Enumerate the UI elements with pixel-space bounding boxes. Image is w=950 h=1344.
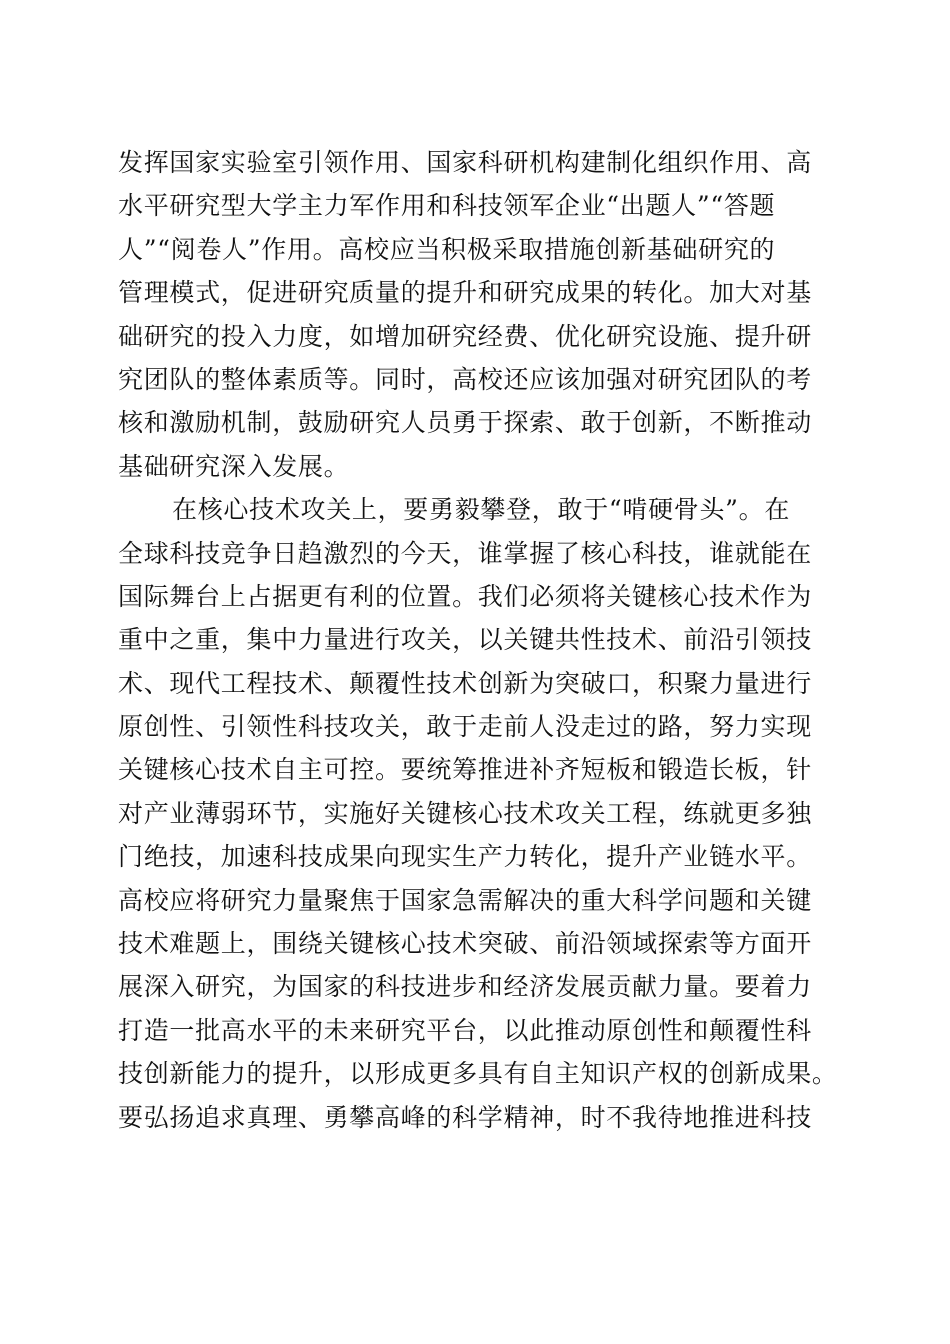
- text-line: 门绝技，加速科技成果向现实生产力转化，提升产业链水平。: [118, 842, 812, 872]
- text-line: 国际舞台上占据更有利的位置。我们必须将关键核心技术作为: [118, 581, 812, 611]
- text-line: 展深入研究，为国家的科技进步和经济发展贡献力量。要着力: [118, 972, 812, 1002]
- text-line: 要弘扬追求真理、勇攀高峰的科学精神，时不我待地推进科技: [118, 1102, 812, 1132]
- text-line: 高校应将研究力量聚焦于国家急需解决的重大科学问题和关键: [118, 885, 812, 915]
- body-text: [118, 141, 838, 1139]
- text-line: 核和激励机制，鼓励研究人员勇于探索、敢于创新，不断推动: [118, 408, 812, 438]
- text-line: 原创性、引领性科技攻关，敢于走前人没走过的路，努力实现: [118, 712, 812, 742]
- text-line: 术、现代工程技术、颠覆性技术创新为突破口，积聚力量进行: [118, 668, 812, 698]
- text-line: 发挥国家实验室引领作用、国家科研机构建制化组织作用、高: [118, 148, 812, 177]
- text-line-indented: 在核心技术攻关上，要勇毅攀登，敢于“啃硬骨头”。在: [172, 495, 791, 525]
- paragraph-1: [118, 141, 838, 488]
- text-line: 人”“阅卷人”作用。高校应当积极采取措施创新基础研究的: [118, 234, 776, 264]
- text-line: 管理模式，促进研究质量的提升和研究成果的转化。加大对基: [118, 278, 812, 308]
- text-line: 对产业薄弱环节，实施好关键核心技术攻关工程，练就更多独: [118, 798, 812, 828]
- text-line: 重中之重，集中力量进行攻关，以关键共性技术、前沿引领技: [118, 625, 812, 655]
- text-line: 关键核心技术自主可控。要统筹推进补齐短板和锻造长板，针: [118, 755, 812, 785]
- text-line: 打造一批高水平的未来研究平台，以此推动原创性和颠覆性科: [118, 1015, 812, 1045]
- text-line: 全球科技竞争日趋激烈的今天，谁掌握了核心科技，谁就能在: [118, 538, 812, 568]
- text-line: 技创新能力的提升，以形成更多具有自主知识产权的创新成果。: [118, 1059, 838, 1089]
- text-line: 水平研究型大学主力军作用和科技领军企业“出题人”“答题: [118, 191, 776, 221]
- paragraph-2: [118, 488, 838, 1139]
- text-line: 础研究的投入力度，如增加研究经费、优化研究设施、提升研: [118, 321, 812, 351]
- text-line: 究团队的整体素质等。同时，高校还应该加强对研究团队的考: [118, 364, 812, 394]
- text-line: 技术难题上，围绕关键核心技术突破、前沿领域探索等方面开: [118, 929, 812, 959]
- text-line: 基础研究深入发展。: [118, 451, 350, 481]
